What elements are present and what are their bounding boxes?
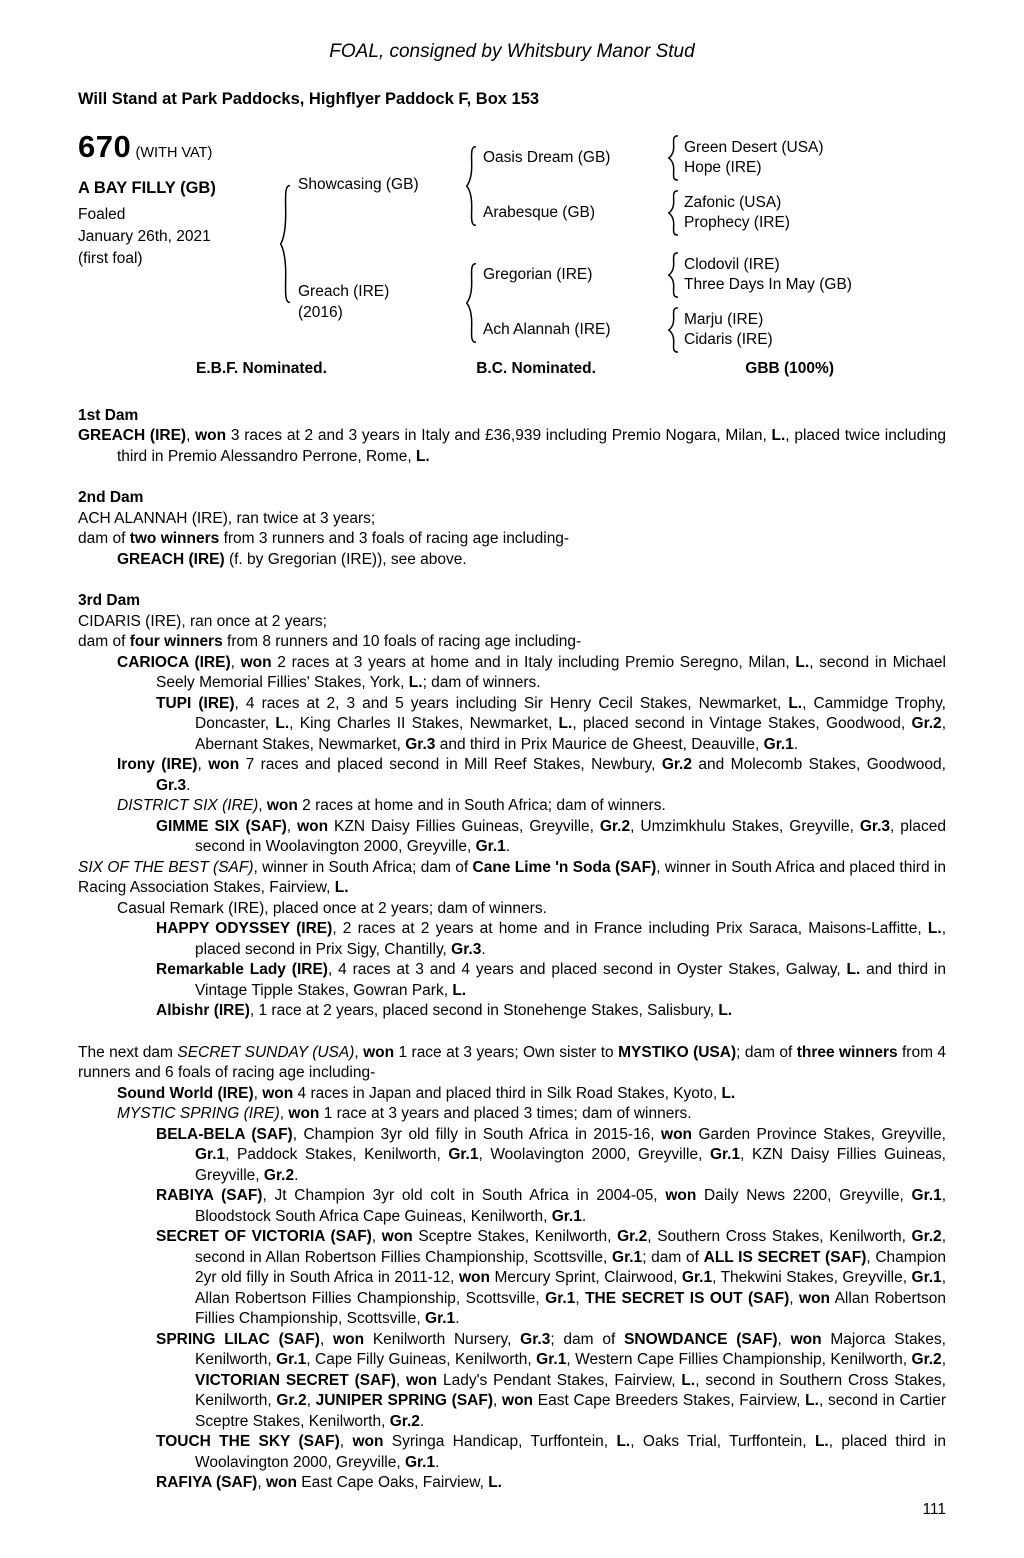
text-segment: . bbox=[419, 1412, 425, 1430]
text-segment: , bbox=[286, 817, 298, 835]
text-segment: Gr.1 bbox=[475, 838, 506, 855]
text-segment: L. bbox=[616, 1433, 631, 1450]
text-segment: SECRET SUNDAY (USA) bbox=[177, 1043, 355, 1061]
text-segment: won bbox=[458, 1269, 490, 1286]
text-segment: Irony (IRE) bbox=[117, 756, 198, 773]
vat-note: (WITH VAT) bbox=[135, 145, 213, 161]
pedigree-paragraph bbox=[78, 817, 946, 858]
text-segment: L. bbox=[275, 715, 290, 732]
text-segment: Gr.1 bbox=[612, 1248, 643, 1266]
text-segment: , Bloodstock South Africa Cape Guineas, Kenilworth, bbox=[195, 1187, 947, 1225]
pedigree-paragraph bbox=[78, 632, 946, 653]
pedigree-paragraph bbox=[78, 755, 946, 796]
page-title: FOAL, consigned by Whitsbury Manor Stud bbox=[329, 41, 695, 62]
gen2-name: Ach Alannah (IRE) bbox=[483, 320, 611, 338]
text-segment: Gr.1 bbox=[763, 735, 794, 753]
text-segment: , Paddock Stakes, Kenilworth, bbox=[225, 1146, 449, 1163]
text-segment: L. bbox=[721, 1084, 736, 1102]
gen3-pair bbox=[680, 193, 790, 234]
text-segment: won bbox=[363, 1043, 395, 1061]
text-segment: ; dam of bbox=[642, 1248, 704, 1266]
text-segment: L. bbox=[488, 1474, 502, 1491]
text-segment: Gr.1 bbox=[536, 1351, 567, 1368]
text-segment: Gr.1 bbox=[911, 1187, 942, 1204]
first-foal-note: (first foal) bbox=[78, 250, 143, 267]
text-segment: 1 race at 3 years; Own sister to bbox=[394, 1043, 619, 1061]
text-segment: GREACH (IRE) bbox=[117, 550, 225, 568]
text-segment: ; dam of winners. bbox=[422, 674, 541, 691]
pedigree-tree bbox=[292, 135, 852, 353]
text-segment: Gr.2 bbox=[911, 1351, 942, 1368]
pedigree-branch bbox=[478, 190, 824, 236]
text-segment: , placed second in Vintage Stakes, Goodwood, bbox=[572, 715, 912, 732]
brace-icon bbox=[464, 145, 478, 227]
pedigree-paragraph bbox=[78, 858, 946, 899]
text-segment: L. bbox=[681, 1371, 696, 1389]
text-segment: SECRET OF VICTORIA (SAF) bbox=[156, 1228, 372, 1245]
horse-name: A BAY FILLY (GB) bbox=[78, 178, 216, 197]
pedigree-text-section bbox=[78, 406, 946, 468]
text-segment: MYSTIKO (USA) bbox=[618, 1043, 737, 1061]
text-segment: from 4 runners and 6 foals of racing age including- bbox=[78, 1043, 947, 1081]
text-segment: , Jt Champion 3yr old colt in South Africa in 2004-05, bbox=[262, 1187, 666, 1204]
text-segment: RABIYA (SAF) bbox=[156, 1187, 263, 1204]
gen3-pair bbox=[680, 255, 852, 296]
brace-icon bbox=[666, 252, 680, 298]
pedigree-branch bbox=[478, 135, 824, 181]
text-segment: , bbox=[789, 1289, 800, 1307]
gen1-name-sub: (2016) bbox=[298, 303, 343, 321]
text-segment: , bbox=[306, 1392, 316, 1409]
text-segment: SPRING LILAC (SAF) bbox=[156, 1330, 320, 1348]
gbb-status: GBB (100%) bbox=[745, 360, 834, 377]
text-segment: 1 race at 3 years and placed 3 times; dam of winners. bbox=[319, 1105, 692, 1122]
text-segment: (f. by Gregorian (IRE)), see above. bbox=[224, 550, 467, 568]
text-segment: , bbox=[319, 1330, 334, 1348]
text-segment: . bbox=[793, 735, 799, 753]
text-segment: Gr.1 bbox=[709, 1146, 741, 1163]
pedigree-paragraph bbox=[78, 1330, 946, 1433]
text-segment: , bbox=[186, 427, 196, 444]
text-segment: Gr.2 bbox=[911, 715, 942, 732]
text-segment: . bbox=[481, 940, 486, 958]
text-segment: 2 races at 3 years at home and in Italy including Premio Seregno, Milan, bbox=[271, 653, 796, 671]
pedigree-text-section bbox=[78, 488, 946, 570]
text-segment: , placed third in Woolavington 2000, Greyville, bbox=[195, 1433, 946, 1471]
text-segment: won bbox=[240, 653, 272, 671]
text-segment: three winners bbox=[796, 1043, 898, 1061]
bc-nominated: B.C. Nominated. bbox=[476, 360, 596, 377]
gen3-name: Zafonic (USA) bbox=[684, 193, 782, 211]
text-segment: Garden Province Stakes, Greyville, bbox=[692, 1125, 946, 1143]
dam-sections bbox=[78, 406, 946, 1494]
text-segment: , Southern Cross Stakes, Kenilworth, bbox=[647, 1228, 912, 1245]
gen1-name-text: Greach (IRE) bbox=[298, 283, 390, 300]
text-segment: . bbox=[581, 1207, 587, 1225]
gen3-name: Marju (IRE) bbox=[684, 310, 764, 328]
text-segment: L. bbox=[927, 920, 942, 937]
text-segment: CARIOCA (IRE) bbox=[117, 653, 231, 671]
text-segment: , winner in South Africa; dam of bbox=[253, 858, 473, 876]
text-segment: L. bbox=[558, 715, 573, 732]
text-segment: . bbox=[455, 1310, 460, 1327]
text-segment: L. bbox=[846, 961, 861, 978]
text-segment: Gr.1 bbox=[404, 1453, 436, 1471]
text-segment: four winners bbox=[129, 633, 223, 650]
text-segment: , Abernant Stakes, Newmarket, bbox=[195, 715, 946, 753]
text-segment: Allan Robertson Fillies Championship, Scottsville, bbox=[195, 1289, 946, 1327]
text-segment: , Champion 3yr old filly in South Africa in 2015-16, bbox=[292, 1125, 662, 1143]
text-segment: 4 races in Japan and placed third in Silk Road Stakes, Kyoto, bbox=[293, 1084, 722, 1102]
text-segment: L. bbox=[771, 427, 786, 444]
text-segment: , 2 races at 2 years at home and in France including Prix Saraca, Maisons-Laffitte, bbox=[332, 920, 928, 937]
text-segment: , bbox=[253, 1084, 263, 1102]
text-segment: and third in Prix Maurice de Gheest, Deauville, bbox=[435, 735, 764, 753]
text-segment: , bbox=[575, 1289, 586, 1307]
text-segment: from 8 runners and 10 foals of racing age including- bbox=[222, 633, 582, 650]
pedigree-paragraph bbox=[78, 550, 946, 571]
text-segment: . bbox=[435, 1453, 440, 1471]
text-segment: Gr.3 bbox=[520, 1330, 551, 1348]
text-segment: Gr.1 bbox=[911, 1269, 942, 1286]
text-segment: Lady's Pendant Stakes, Fairview, bbox=[437, 1371, 682, 1389]
text-segment: L. bbox=[718, 1002, 733, 1019]
text-segment: Gr.2 bbox=[389, 1412, 420, 1430]
brace-icon bbox=[464, 262, 478, 344]
text-segment: , 4 races at 2, 3 and 5 years including Sir Henry Cecil Stakes, Newmarket, bbox=[234, 694, 789, 712]
text-segment: Daily News 2200, Greyville, bbox=[696, 1187, 912, 1204]
text-segment: , Umzimkhulu Stakes, Greyville, bbox=[630, 817, 860, 835]
text-segment: won bbox=[352, 1433, 384, 1450]
gen1-dam-name bbox=[292, 282, 464, 323]
text-segment: ALL IS SECRET (SAF) bbox=[703, 1248, 867, 1266]
text-segment: , Champion 2yr old filly in South Africa in 2011-12, bbox=[195, 1248, 946, 1286]
gen3-name: Three Days In May (GB) bbox=[684, 276, 852, 293]
dam-branch bbox=[292, 252, 852, 353]
text-segment: Gr.1 bbox=[448, 1146, 479, 1163]
section-heading: 2nd Dam bbox=[78, 489, 144, 506]
pedigree-paragraph bbox=[78, 796, 946, 817]
text-segment: , KZN Daisy Fillies Guineas, Greyville, bbox=[195, 1146, 946, 1184]
text-segment: L. bbox=[805, 1392, 819, 1409]
section-heading: 1st Dam bbox=[78, 406, 139, 424]
text-segment: won bbox=[799, 1289, 831, 1307]
stand-location-line: Will Stand at Park Paddocks, Highflyer Paddock F, Box 153 bbox=[78, 89, 540, 108]
gen3-name: Green Desert (USA) bbox=[684, 138, 824, 156]
text-segment: , bbox=[230, 653, 241, 671]
text-segment: L. bbox=[795, 653, 810, 671]
text-segment: L. bbox=[334, 879, 349, 896]
text-segment: HAPPY ODYSSEY (IRE) bbox=[156, 920, 333, 937]
ebf-nominated: E.B.F. Nominated. bbox=[196, 360, 327, 377]
pedigree-paragraph bbox=[78, 694, 946, 756]
text-segment: , second in Michael Seely Memorial Fillies' Stakes, York, bbox=[156, 653, 946, 691]
text-segment: MYSTIC SPRING (IRE) bbox=[117, 1105, 280, 1122]
text-segment: BELA-BELA (SAF) bbox=[156, 1125, 293, 1143]
brace-icon bbox=[666, 135, 680, 181]
text-segment: ; dam of bbox=[736, 1043, 797, 1061]
text-segment: won bbox=[381, 1228, 413, 1245]
foaled-date: January 26th, 2021 bbox=[78, 228, 211, 245]
text-segment: . bbox=[505, 838, 511, 855]
gen1-name-text: Showcasing (GB) bbox=[298, 176, 419, 194]
text-segment: won bbox=[297, 817, 329, 835]
text-segment: East Cape Breeders Stakes, Fairview, bbox=[533, 1392, 806, 1409]
text-segment: , bbox=[777, 1330, 791, 1348]
lot-number: 670 bbox=[78, 129, 132, 164]
text-segment: won bbox=[502, 1392, 534, 1409]
text-segment: , bbox=[493, 1392, 503, 1409]
text-segment: Gr.2 bbox=[263, 1166, 295, 1184]
gen3-pair bbox=[680, 310, 773, 351]
gen1-sire-name bbox=[292, 175, 464, 196]
pedigree-paragraph bbox=[78, 960, 946, 1001]
text-segment: Gr.2 bbox=[911, 1228, 942, 1245]
text-segment: L. bbox=[788, 694, 803, 712]
text-segment: and third in Vintage Tipple Stakes, Gowran Park, bbox=[195, 961, 946, 999]
gen3-pair bbox=[680, 138, 824, 179]
pedigree-paragraph bbox=[78, 653, 946, 694]
text-segment: GIMME SIX (SAF) bbox=[156, 817, 287, 835]
text-segment: Majorca Stakes, Kenilworth, bbox=[195, 1330, 946, 1368]
text-segment: Gr.1 bbox=[276, 1351, 307, 1368]
text-segment: ; dam of bbox=[550, 1330, 625, 1348]
text-segment: East Cape Oaks, Fairview, bbox=[296, 1474, 489, 1491]
text-segment: , bbox=[339, 1433, 353, 1450]
text-segment: Gr.3 bbox=[859, 817, 891, 835]
brace-icon bbox=[666, 307, 680, 353]
lot-line bbox=[78, 129, 278, 164]
pedigree-branch bbox=[478, 307, 852, 353]
text-segment: ACH ALANNAH (IRE), ran twice at 3 years; bbox=[78, 509, 376, 527]
text-segment: The next dam bbox=[78, 1043, 178, 1061]
text-segment: , second in Allan Robertson Fillies Championship, Scottsville, bbox=[195, 1228, 946, 1266]
text-segment: Cane Lime 'n Soda (SAF) bbox=[472, 858, 657, 876]
text-segment: Kenilworth Nursery, bbox=[364, 1330, 521, 1348]
text-segment: , King Charles II Stakes, Newmarket, bbox=[289, 715, 559, 732]
text-segment: won bbox=[288, 1105, 320, 1122]
text-segment: won bbox=[208, 756, 240, 773]
text-segment: , bbox=[197, 756, 209, 773]
text-segment: 7 races and placed second in Mill Reef Stakes, Newbury, bbox=[239, 756, 662, 773]
text-segment: , Western Cape Fillies Championship, Kenilworth, bbox=[566, 1351, 912, 1368]
text-segment: won bbox=[406, 1371, 438, 1389]
gen2-name: Gregorian (IRE) bbox=[483, 265, 593, 283]
pedigree-paragraph bbox=[78, 1084, 946, 1105]
text-segment: L. bbox=[814, 1433, 829, 1450]
brace-icon bbox=[666, 190, 680, 236]
lot-and-horse-details bbox=[78, 129, 278, 270]
text-segment: L. bbox=[408, 674, 423, 691]
pedigree-paragraph bbox=[78, 426, 946, 467]
text-segment: Gr.1 bbox=[195, 1146, 226, 1163]
pedigree-paragraph bbox=[78, 1043, 946, 1084]
text-segment: , bbox=[279, 1105, 289, 1122]
text-segment: , Cape Filly Guineas, Kenilworth, bbox=[306, 1351, 537, 1368]
text-segment: won bbox=[665, 1187, 697, 1204]
section-heading: 3rd Dam bbox=[78, 592, 141, 609]
text-segment: . bbox=[294, 1166, 299, 1184]
sire-parents bbox=[478, 135, 824, 236]
text-segment: Gr.3 bbox=[156, 776, 187, 794]
text-segment: Sceptre Stakes, Kenilworth, bbox=[412, 1228, 618, 1245]
text-segment: L. bbox=[452, 981, 467, 999]
text-segment: SIX OF THE BEST (SAF) bbox=[78, 858, 254, 876]
text-segment: , bbox=[395, 1371, 407, 1389]
text-segment: , bbox=[941, 1351, 946, 1368]
text-segment: L. bbox=[415, 447, 430, 465]
gen3-name: Hope (IRE) bbox=[684, 159, 762, 176]
text-segment: , placed twice including third in Premio Alessandro Perrone, Rome, bbox=[117, 427, 946, 465]
pedigree-branch bbox=[478, 252, 852, 298]
text-segment: Gr.2 bbox=[661, 756, 692, 773]
dam-parents bbox=[478, 252, 852, 353]
text-segment: Remarkable Lady (IRE) bbox=[156, 961, 328, 978]
gen3-name: Clodovil (IRE) bbox=[684, 255, 780, 273]
text-segment: dam of bbox=[78, 633, 130, 650]
text-segment: , bbox=[371, 1228, 382, 1245]
text-segment: Gr.1 bbox=[425, 1310, 456, 1327]
pedigree-paragraph bbox=[78, 1432, 946, 1473]
text-segment: , placed second in Prix Sigy, Chantilly, bbox=[195, 920, 946, 958]
nominations-line bbox=[78, 359, 946, 380]
text-segment: two winners bbox=[129, 530, 220, 547]
text-segment: , 1 race at 2 years, placed second in Stonehenge Stakes, Salisbury, bbox=[249, 1002, 719, 1019]
text-segment: , Oaks Trial, Turffontein, bbox=[630, 1433, 815, 1450]
pedigree-paragraph bbox=[78, 919, 946, 960]
text-segment: won bbox=[661, 1125, 693, 1143]
text-segment: from 3 runners and 3 foals of racing age including- bbox=[219, 530, 570, 547]
gen2-name: Oasis Dream (GB) bbox=[483, 148, 611, 166]
text-segment: Syringa Handicap, Turffontein, bbox=[383, 1433, 617, 1450]
text-segment: 2 races at home and in South Africa; dam of winners. bbox=[297, 797, 666, 814]
text-segment: RAFIYA (SAF) bbox=[156, 1474, 258, 1491]
brace-icon bbox=[278, 183, 292, 305]
text-segment: GREACH (IRE) bbox=[78, 427, 187, 444]
text-segment: Gr.1 bbox=[551, 1207, 582, 1225]
text-segment: , Thekwini Stakes, Greyville, bbox=[712, 1269, 912, 1286]
pedigree-text-section bbox=[78, 1043, 946, 1494]
text-segment: Gr.2 bbox=[617, 1228, 648, 1245]
text-segment: won bbox=[265, 1474, 297, 1491]
text-segment: Sound World (IRE) bbox=[117, 1084, 254, 1102]
text-segment: DISTRICT SIX (IRE) bbox=[117, 797, 259, 814]
text-segment: . bbox=[186, 776, 191, 794]
text-segment: , winner in South Africa and placed third in Racing Association Stakes, Fairview, bbox=[78, 858, 946, 896]
text-segment: won bbox=[266, 797, 298, 814]
pedigree-paragraph bbox=[78, 1186, 946, 1227]
gen2-name: Arabesque (GB) bbox=[483, 203, 595, 221]
text-segment: VICTORIAN SECRET (SAF) bbox=[195, 1371, 396, 1389]
text-segment: won bbox=[262, 1084, 294, 1102]
text-segment: , second in Cartier Sceptre Stakes, Kenilworth, bbox=[195, 1392, 946, 1430]
text-segment: KZN Daisy Fillies Guineas, Greyville, bbox=[328, 817, 600, 835]
pedigree-paragraph bbox=[78, 1125, 946, 1187]
text-segment: , placed second in Woolavington 2000, Greyville, bbox=[195, 817, 946, 855]
text-segment: THE SECRET IS OUT (SAF) bbox=[585, 1289, 790, 1307]
text-segment: , bbox=[354, 1043, 364, 1061]
text-segment: Casual Remark (IRE), placed once at 2 years; dam of winners. bbox=[117, 899, 547, 917]
text-segment: CIDARIS (IRE), ran once at 2 years; bbox=[78, 612, 327, 630]
pedigree-paragraph bbox=[78, 612, 946, 633]
sire-branch bbox=[292, 135, 852, 236]
text-segment: Gr.3 bbox=[405, 735, 436, 753]
gen3-name: Cidaris (IRE) bbox=[684, 331, 773, 348]
text-segment: TOUCH THE SKY (SAF) bbox=[156, 1433, 340, 1450]
text-segment: , Allan Robertson Fillies Championship, Scottsville, bbox=[195, 1269, 946, 1307]
page-number: 111 bbox=[922, 1500, 946, 1518]
text-segment: won bbox=[195, 427, 227, 444]
pedigree-paragraph bbox=[78, 1473, 946, 1494]
pedigree-paragraph bbox=[78, 1001, 946, 1022]
text-segment: TUPI (IRE) bbox=[156, 694, 235, 712]
text-segment: Gr.2 bbox=[599, 817, 631, 835]
pedigree-paragraph bbox=[78, 1227, 946, 1330]
text-segment: Gr.2 bbox=[276, 1392, 307, 1409]
text-segment: 3 races at 2 and 3 years in Italy and £36,939 including Premio Nogara, Milan, bbox=[226, 427, 772, 444]
text-segment: , bbox=[258, 797, 267, 814]
gen3-name: Prophecy (IRE) bbox=[684, 214, 790, 231]
pedigree-paragraph bbox=[78, 529, 946, 550]
text-segment: won bbox=[333, 1330, 365, 1348]
text-segment: Albishr (IRE) bbox=[156, 1002, 250, 1019]
text-segment: and Molecomb Stakes, Goodwood, bbox=[692, 756, 946, 773]
pedigree-paragraph bbox=[78, 899, 946, 920]
text-segment: won bbox=[790, 1330, 822, 1348]
text-segment: , Woolavington 2000, Greyville, bbox=[478, 1146, 710, 1163]
text-segment: Gr.1 bbox=[681, 1269, 713, 1286]
text-segment: Mercury Sprint, Clairwood, bbox=[489, 1269, 682, 1286]
pedigree-paragraph bbox=[78, 1104, 946, 1125]
text-segment: JUNIPER SPRING (SAF) bbox=[315, 1392, 493, 1409]
pedigree-paragraph bbox=[78, 509, 946, 530]
text-segment: , bbox=[257, 1474, 266, 1491]
text-segment: Gr.1 bbox=[545, 1289, 576, 1307]
text-segment: dam of bbox=[78, 530, 130, 547]
text-segment: , second in Southern Cross Stakes, Kenilworth, bbox=[195, 1371, 946, 1409]
text-segment: Gr.3 bbox=[451, 940, 482, 958]
pedigree-text-section bbox=[78, 591, 946, 1022]
pedigree-block bbox=[78, 129, 946, 353]
foaled-label: Foaled bbox=[78, 206, 126, 223]
text-segment: SNOWDANCE (SAF) bbox=[624, 1330, 778, 1348]
text-segment: , Cammidge Trophy, Doncaster, bbox=[195, 694, 946, 732]
text-segment: , 4 races at 3 and 4 years and placed second in Oyster Stakes, Galway, bbox=[327, 961, 847, 978]
